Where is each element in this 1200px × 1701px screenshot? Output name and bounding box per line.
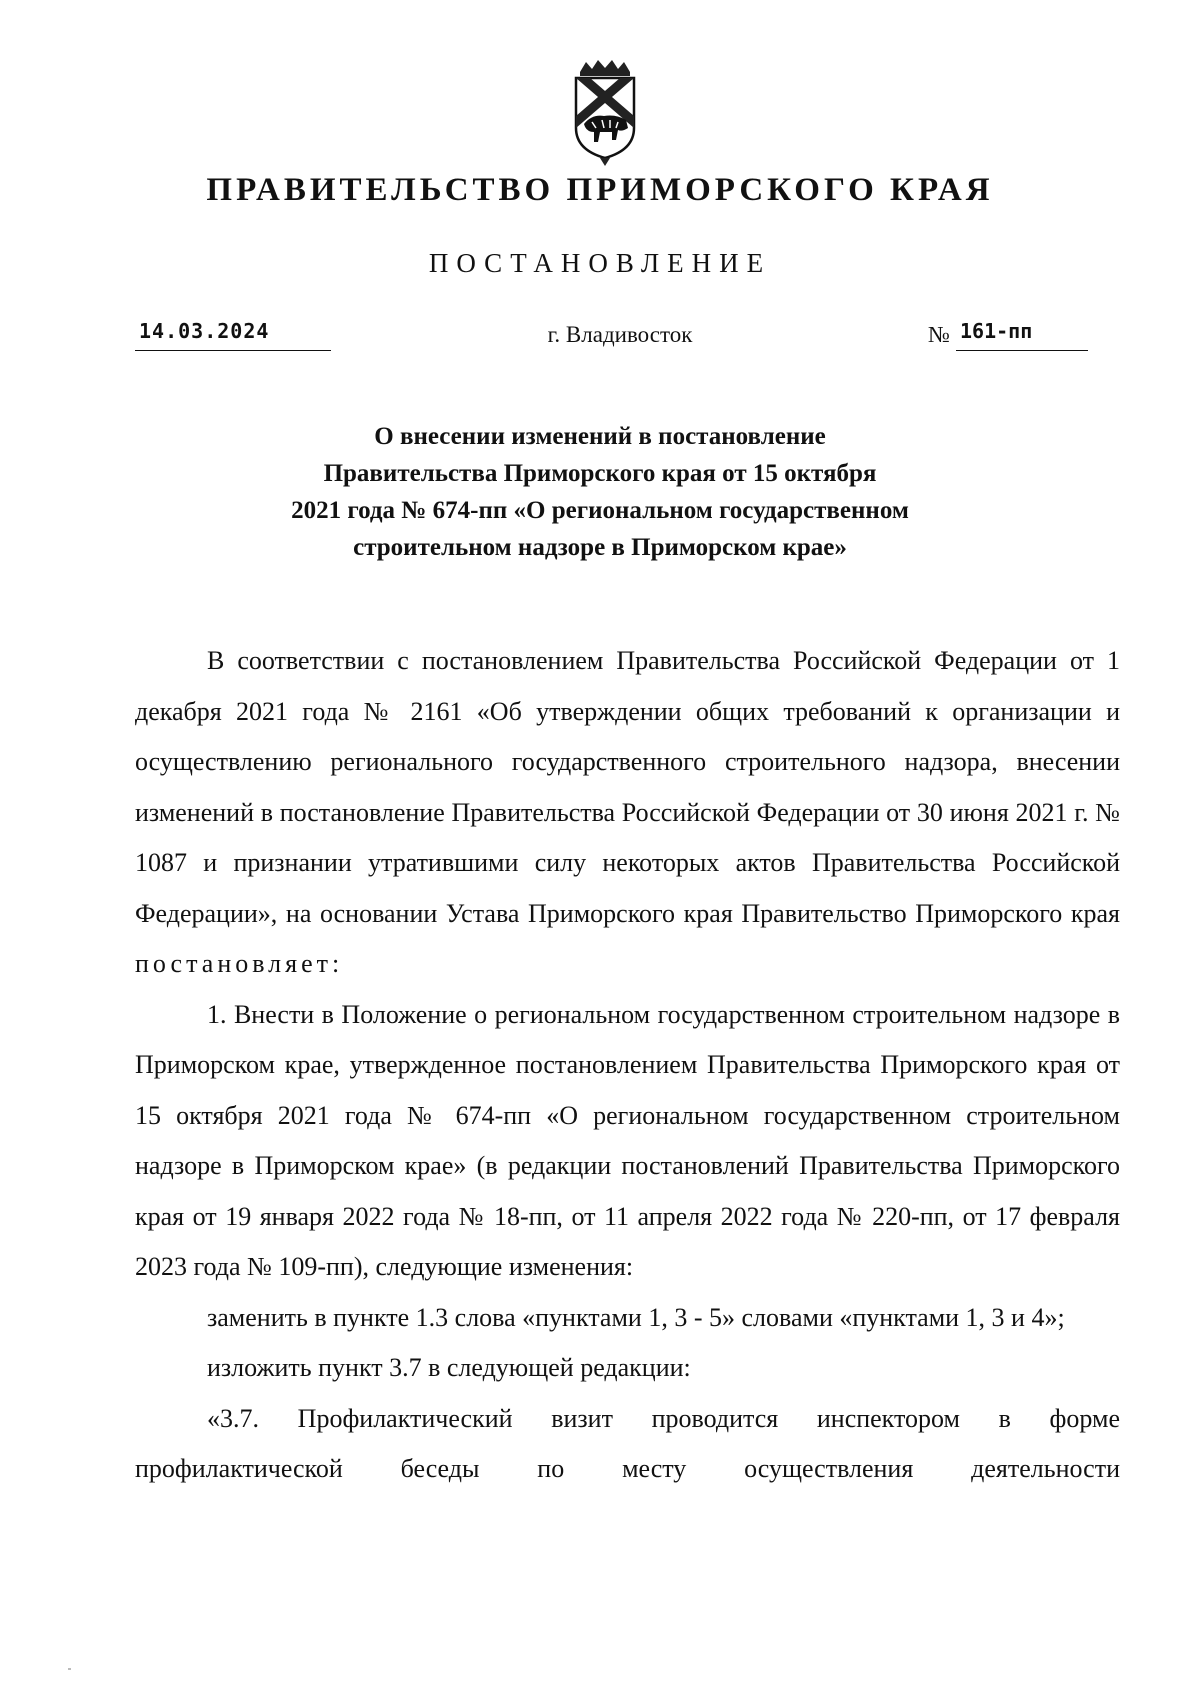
document-number-block <box>928 316 1100 350</box>
heading-line: 2021 года № 674-пп «О региональном государственном <box>291 497 909 524</box>
document-number: 161-пп <box>956 316 1088 351</box>
document-meta <box>0 316 1200 362</box>
quote-paragraph: «3.7. Профилактический визит проводится инспектором в форме профилактической беседы по месту осуществления деятельности <box>135 1403 1120 1483</box>
number-sign: № <box>928 322 950 347</box>
preamble-paragraph <box>135 636 1120 990</box>
preamble-text: В соответствии с постановлением Правительства Российской Федерации от 1 декабря 2021 года № 2161 «Об утверждении общих требований к организации и осуществлению регионального государственного строительного надзора, внесении изменений в постановление Правительства Российской Федерации от 30 июня 2021 г. № 1087 и признании утратившими силу некоторых актов Правительства Российской Федерации», на основании Устава Приморского края Правительство Приморского края <box>135 646 1120 928</box>
heading-line: Правительства Приморского края от 15 октября <box>323 460 877 487</box>
change-1-paragraph: заменить в пункте 1.3 слова «пунктами 1, 3 - 5» словами «пунктами 1, 3 и 4»; <box>207 1302 1065 1332</box>
decree-word: постановляет: <box>135 949 344 978</box>
document-heading <box>0 418 1200 566</box>
document-date: 14.03.2024 <box>135 316 331 351</box>
heading-line: О внесении изменений в постановление <box>374 423 826 450</box>
document-city: г. Владивосток <box>547 322 693 347</box>
heading-line: строительном надзоре в Приморском крае» <box>353 534 847 561</box>
coat-of-arms-icon <box>570 58 640 168</box>
item-1-paragraph: 1. Внести в Положение о региональном государственном строительном надзоре в Приморском крае, утвержденное постановлением Правительства Приморского края от 15 октября 2021 года № 674-пп «О региональном государственном строительном надзоре в Приморском крае» (в редакции постановлений Правительства Приморского края от 19 января 2022 года № 18-пп, от 11 апреля 2022 года № 220-пп, от 17 февраля 2023 года № 109-пп), следующие изменения: <box>135 999 1120 1281</box>
document-type: ПОСТАНОВЛЕНИЕ <box>428 248 772 278</box>
document-body <box>135 636 1120 1495</box>
organization-title: ПРАВИТЕЛЬСТВО ПРИМОРСКОГО КРАЯ <box>206 172 994 208</box>
change-2-paragraph: изложить пункт 3.7 в следующей редакции: <box>207 1353 691 1382</box>
scan-artifact <box>68 1668 71 1670</box>
